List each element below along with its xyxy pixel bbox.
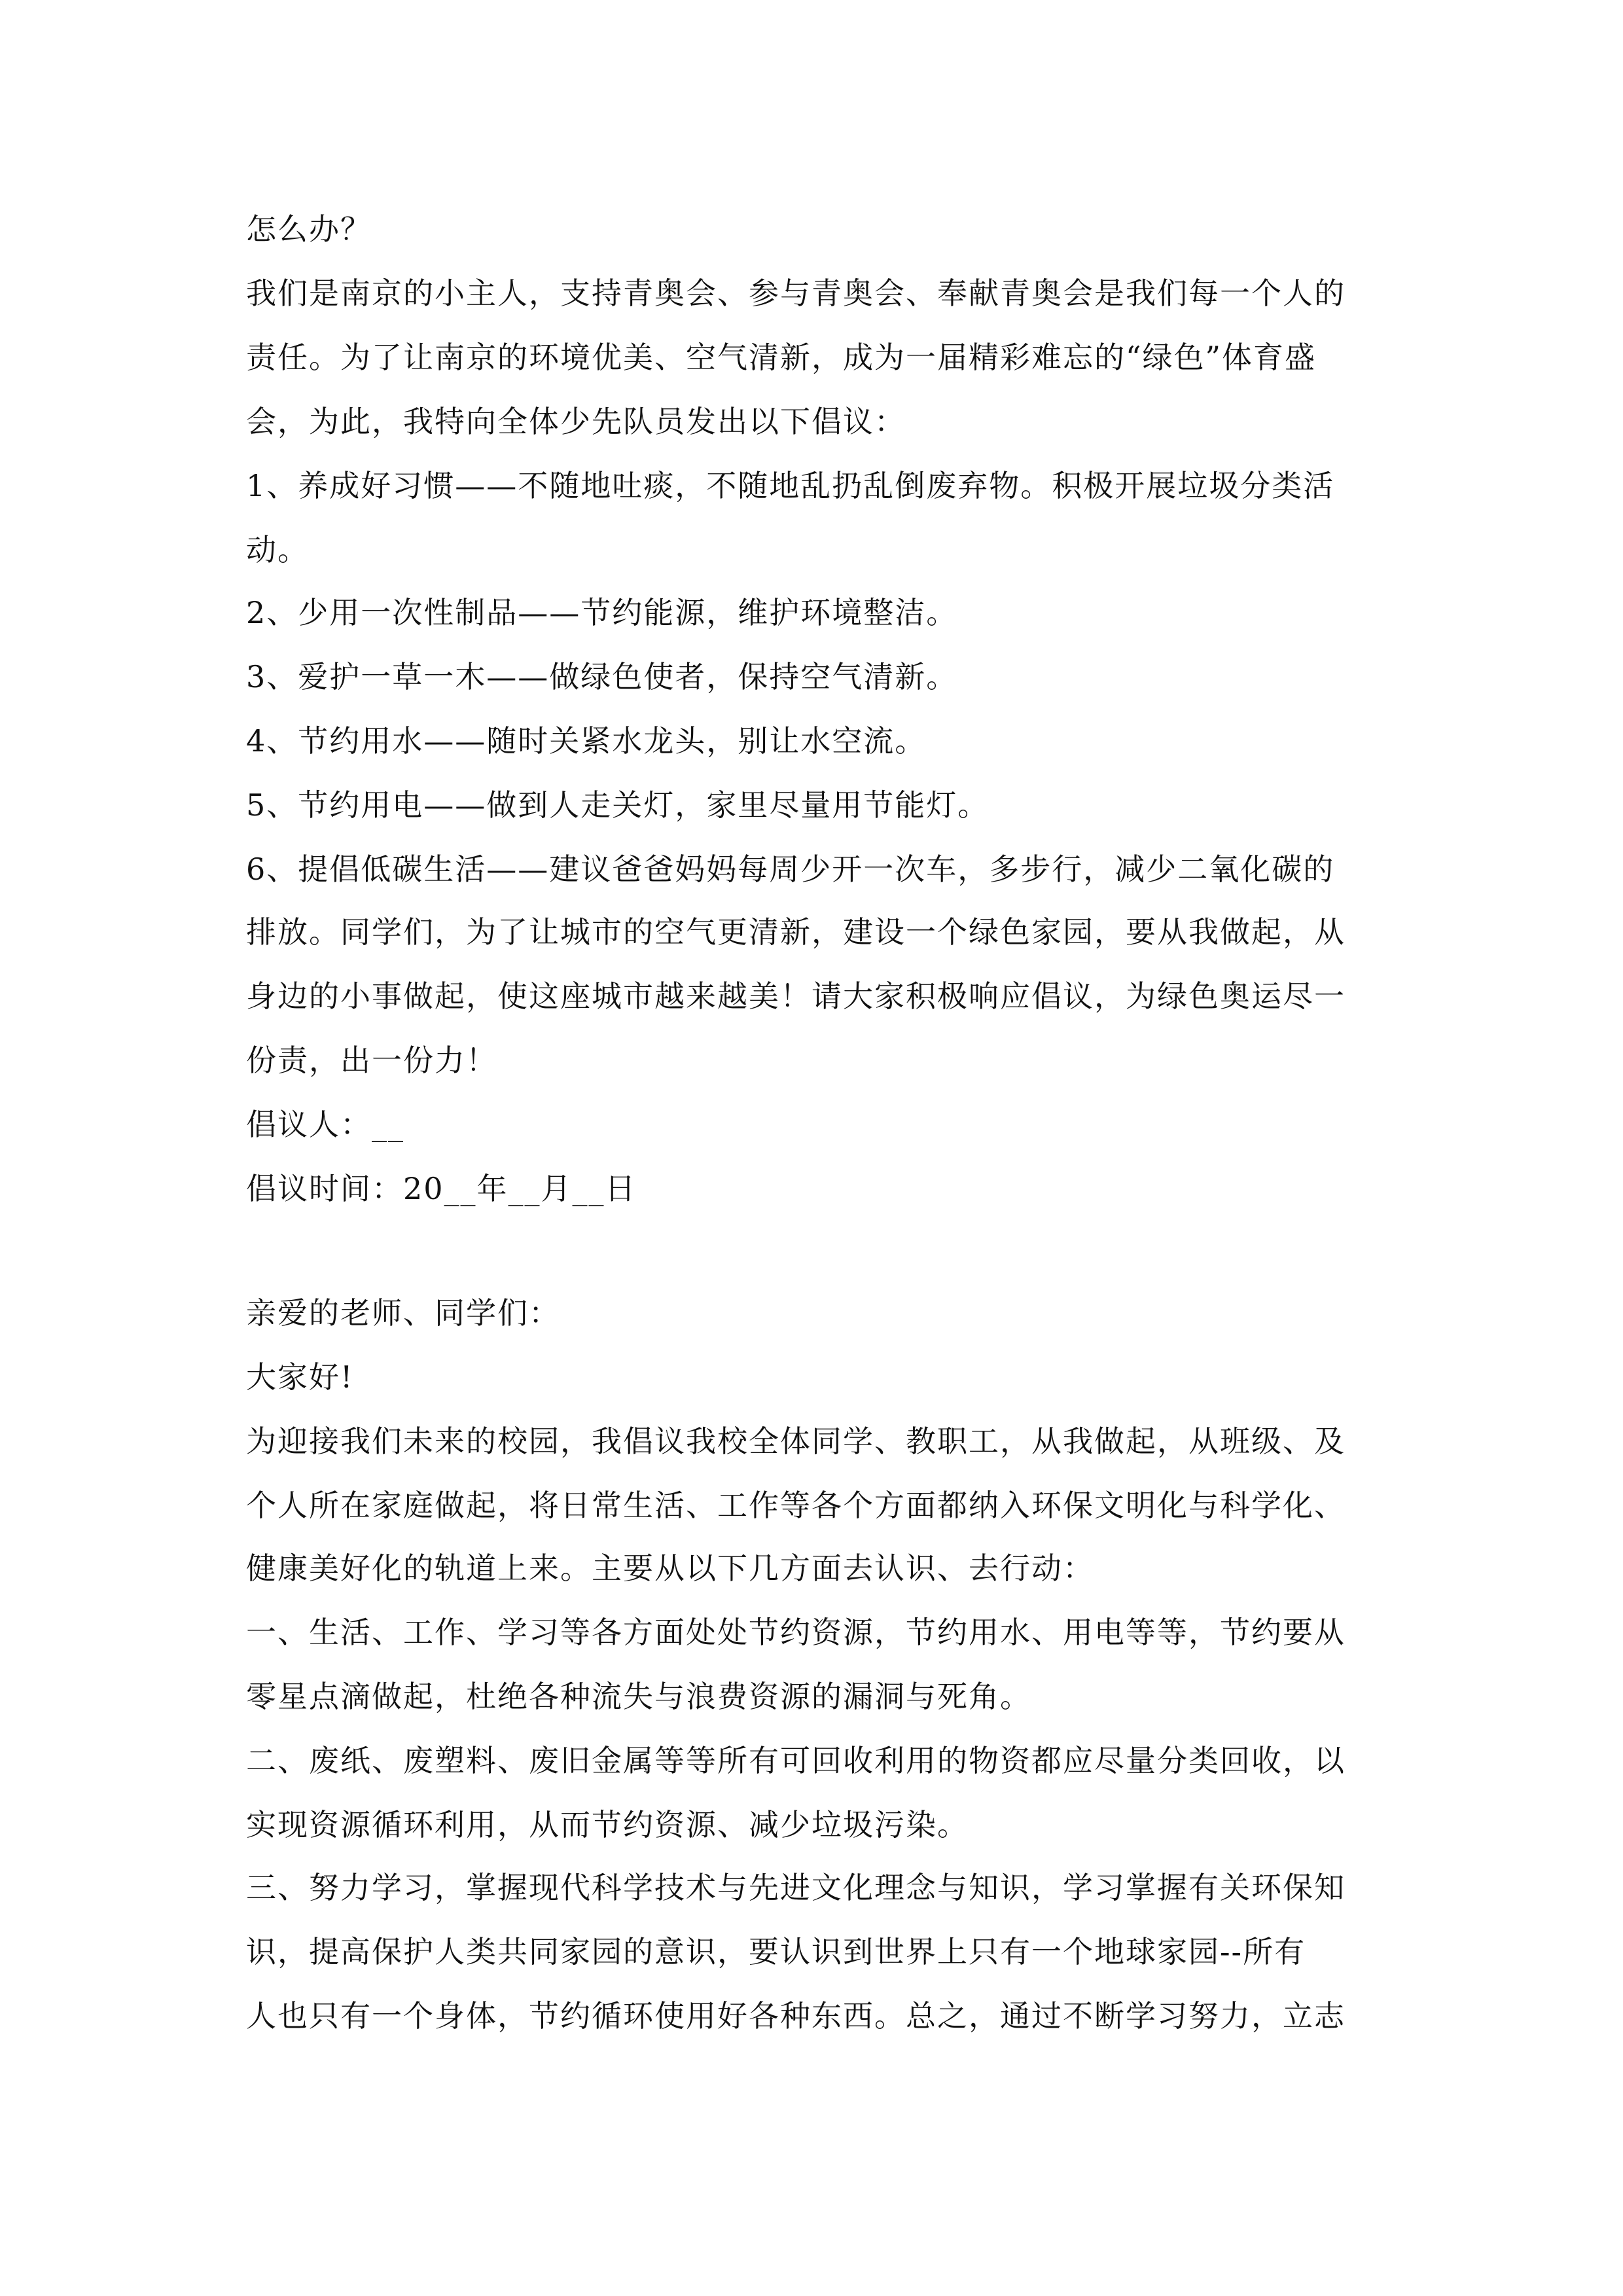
text-line: 我们是南京的小主人，支持青奥会、参与青奥会、奉献青奥会是我们每一个人的 [246, 276, 1346, 311]
text-line: 二、废纸、废塑料、废旧金属等等所有可回收利用的物资都应尽量分类回收，以 [246, 1743, 1346, 1778]
text-line: 4、节约用水——随时关紧水龙头，别让水空流。 [246, 723, 927, 759]
text-line: 5、节约用电——做到人走关灯，家里尽量用节能灯。 [246, 787, 990, 823]
text-line: 一、生活、工作、学习等各方面处处节约资源，节约用水、用电等等，节约要从 [246, 1615, 1346, 1650]
text-line: 零星点滴做起，杜绝各种流失与浪费资源的漏洞与死角。 [246, 1679, 1031, 1714]
text-line: 个人所在家庭做起，将日常生活、工作等各个方面都纳入环保文明化与科学化、 [246, 1488, 1346, 1523]
text-line: 动。 [246, 532, 309, 567]
text-line: 责任。为了让南京的环境优美、空气清新，成为一届精彩难忘的“绿色”体育盛 [246, 340, 1317, 375]
text-line: 识，提高保护人类共同家园的意识，要认识到世界上只有一个地球家园--所有 [246, 1934, 1306, 1969]
text-line: 排放。同学们，为了让城市的空气更清新，建设一个绿色家园，要从我做起，从 [246, 914, 1346, 950]
text-line: 健康美好化的轨道上来。主要从以下几方面去认识、去行动： [246, 1551, 1094, 1586]
text-line: 三、努力学习，掌握现代科学技术与先进文化理念与知识，学习掌握有关环保知 [246, 1870, 1346, 1905]
text-line: 实现资源循环利用，从而节约资源、减少垃圾污染。 [246, 1807, 969, 1842]
text-line: 2、少用一次性制品——节约能源，维护环境整洁。 [246, 595, 958, 630]
text-line: 1、养成好习惯——不随地吐痰，不随地乱扔乱倒废弃物。积极开展垃圾分类活 [246, 468, 1335, 503]
text-line: 3、爱护一草一木——做绿色使者，保持空气清新。 [246, 659, 958, 694]
text-line: 会，为此，我特向全体少先队员发出以下倡议： [246, 404, 906, 439]
text-line: 为迎接我们未来的校园，我倡议我校全体同学、教职工，从我做起，从班级、及 [246, 1424, 1346, 1459]
greeting: 大家好! [246, 1359, 354, 1395]
text-line: 人也只有一个身体，节约循环使用好各种东西。总之，通过不断学习努力，立志 [246, 1998, 1346, 2034]
salutation: 亲爱的老师、同学们： [246, 1295, 560, 1331]
text-line: 怎么办？ [246, 211, 372, 247]
text-line: 6、提倡低碳生活——建议爸爸妈妈每周少开一次车，多步行，减少二氧化碳的 [246, 852, 1335, 887]
text-line: 身边的小事做起，使这座城市越来越美！请大家积极响应倡议，为绿色奥运尽一 [246, 978, 1346, 1014]
date-line: 倡议时间：20__年__月__日 [246, 1171, 637, 1206]
text-line: 份责，出一份力！ [246, 1043, 497, 1078]
signatory-line: 倡议人：__ [246, 1107, 404, 1142]
